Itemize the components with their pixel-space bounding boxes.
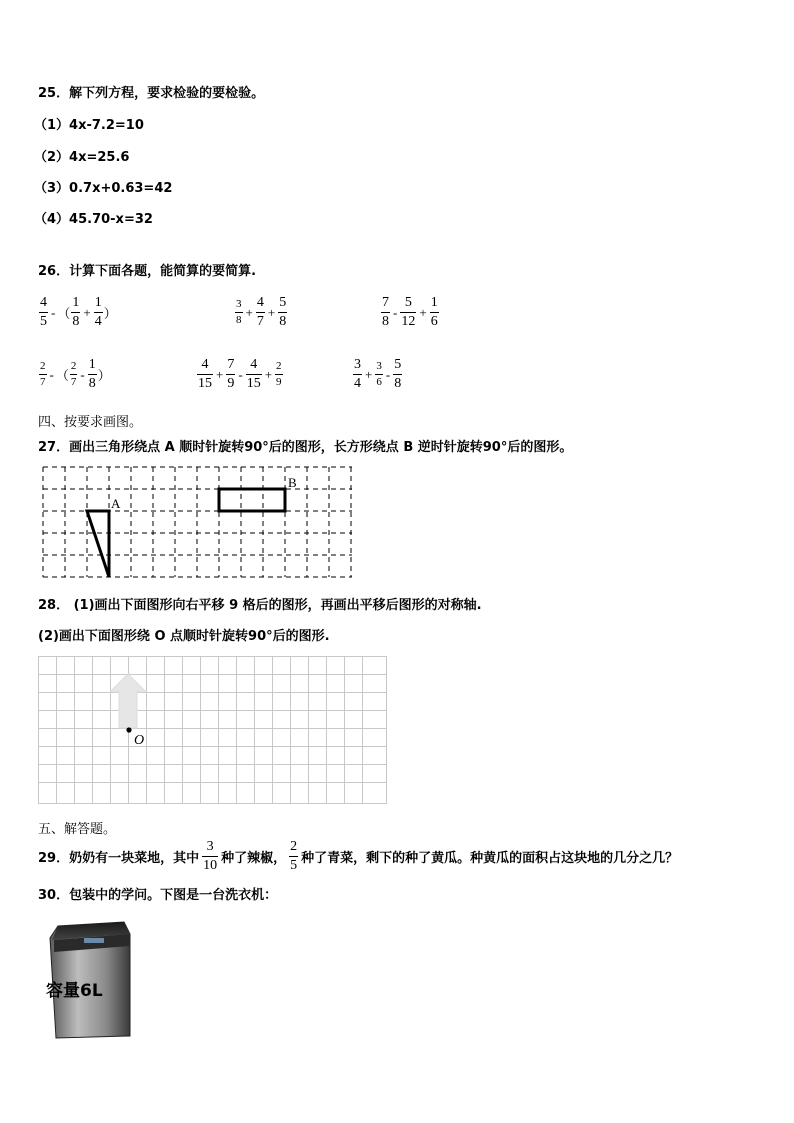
fraction: $\frac{1}{8}$ bbox=[88, 357, 96, 391]
q30-title: 30．包装中的学问。下图是一台洗衣机： bbox=[38, 888, 278, 903]
fraction: $\frac{1}{6}$ bbox=[430, 295, 438, 329]
fraction: $\frac{2}{5}$ bbox=[290, 838, 298, 873]
q26-expr-4: $\frac{2}{7}$ - （ $\frac{2}{7}$ - $\frac{1}{8}$ ） bbox=[40, 357, 111, 391]
fraction: $\frac{3}{8}$ bbox=[236, 298, 242, 326]
arrow-shape bbox=[110, 674, 146, 728]
q25-item-4: （4）45.70-x=32 bbox=[34, 212, 153, 227]
fraction: $\frac{3}{6}$ bbox=[376, 360, 382, 388]
fraction: $\frac{1}{4}$ bbox=[94, 295, 102, 329]
point-o bbox=[126, 727, 131, 732]
fraction: $\frac{4}{7}$ bbox=[256, 295, 264, 329]
point-b-label: B bbox=[288, 475, 297, 490]
q26-expr-3: $\frac{7}{8}$ - $\frac{5}{12}$ + $\frac{1}{6}$ bbox=[382, 295, 438, 329]
fraction: $\frac{2}{7}$ bbox=[70, 360, 77, 388]
q26-expr-2: $\frac{3}{8}$ + $\frac{4}{7}$ + $\frac{5}{8}$ bbox=[236, 295, 287, 329]
triangle-shape bbox=[87, 511, 109, 577]
fraction: $\frac{3}{10}$ bbox=[203, 838, 218, 873]
point-o-label: O bbox=[134, 733, 145, 748]
washer-capacity-label: 容量6L bbox=[46, 981, 103, 1001]
point-a-label: A bbox=[111, 496, 121, 511]
q26-expr-1: $\frac{4}{5}$ - （ $\frac{1}{8}$ + $\frac{1}{4}$ ） bbox=[40, 295, 117, 329]
fraction: $\frac{1}{8}$ bbox=[72, 295, 80, 329]
fraction: $\frac{7}{8}$ bbox=[382, 295, 389, 329]
q26-title: 26．计算下面各题，能简算的要简算. bbox=[38, 264, 257, 279]
washing-machine-image bbox=[44, 918, 134, 1040]
q27-title: 27．画出三角形绕点 A 顺时针旋转90°后的图形，长方形绕点 B 逆时针旋转90°后的图形。 bbox=[38, 440, 573, 455]
q25-item-2: （2）4x=25.6 bbox=[34, 150, 130, 165]
q28-title-1: 28． (1)画出下面图形向右平移 9 格后的图形，再画出平移后图形的对称轴. bbox=[38, 598, 482, 613]
fraction: $\frac{4}{5}$ bbox=[40, 295, 47, 329]
rectangle-shape bbox=[219, 489, 285, 511]
section-5-heading: 五、解答题。 bbox=[38, 822, 117, 837]
q28-grid-figure bbox=[38, 656, 388, 805]
fraction: $\frac{5}{8}$ bbox=[394, 357, 402, 391]
washer-display bbox=[84, 938, 104, 943]
q26-expr-6: $\frac{3}{4}$ + $\frac{3}{6}$ - $\frac{5}{8}$ bbox=[354, 357, 402, 391]
q28-title-2: (2)画出下面图形绕 O 点顺时针旋转90°后的图形. bbox=[38, 629, 330, 644]
fraction: $\frac{7}{9}$ bbox=[227, 357, 235, 391]
q25-item-3: （3）0.7x+0.63=42 bbox=[34, 181, 173, 196]
q26-expr-5: $\frac{4}{15}$ + $\frac{7}{9}$ - $\frac{4}{15}$ + $\frac{2}{9}$ bbox=[198, 357, 282, 391]
q25-title: 25．解下列方程，要求检验的要检验。 bbox=[38, 86, 265, 101]
fraction: $\frac{3}{4}$ bbox=[354, 357, 361, 391]
section-4-heading: 四、按要求画图。 bbox=[38, 415, 143, 430]
fraction: $\frac{4}{15}$ bbox=[198, 357, 212, 391]
fraction: $\frac{5}{8}$ bbox=[279, 295, 287, 329]
fraction: $\frac{4}{15}$ bbox=[246, 357, 261, 391]
q25-item-1: （1）4x-7.2=10 bbox=[34, 118, 144, 133]
fraction: $\frac{5}{12}$ bbox=[401, 295, 416, 329]
fraction: $\frac{2}{7}$ bbox=[40, 360, 46, 388]
fraction: $\frac{2}{9}$ bbox=[276, 360, 282, 388]
q27-grid-figure bbox=[42, 466, 354, 580]
q29-text: 29．奶奶有一块菜地，其中 $\frac{3}{10}$ 种了辣椒， $\frac{2}{5}$ 种了青菜，剩下的种了黄瓜。种黄瓜的面积占这块地的几分之几？ bbox=[38, 838, 679, 873]
square-grid bbox=[39, 656, 387, 804]
